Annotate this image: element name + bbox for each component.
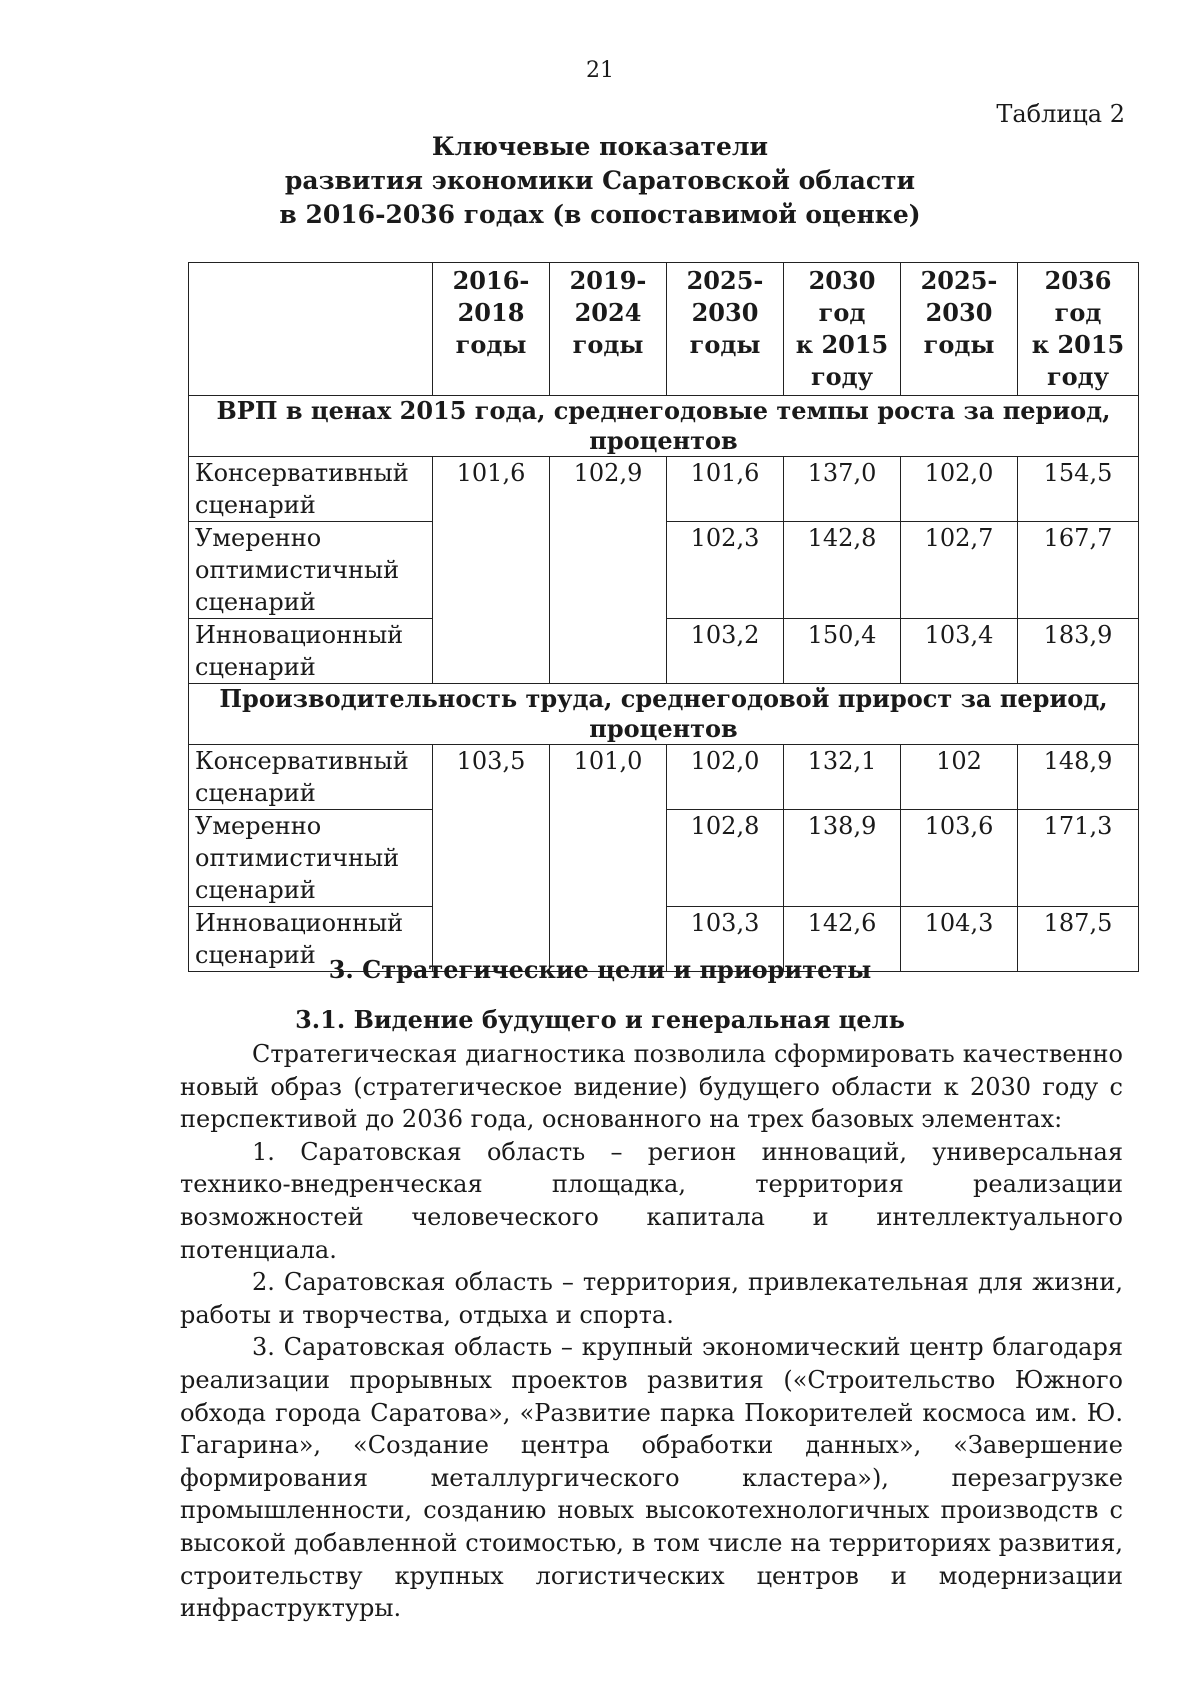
scenario-name: Консервативный сценарий <box>189 457 433 522</box>
value-cell: 154,5 <box>1018 457 1139 522</box>
value-cell: 167,7 <box>1018 522 1139 619</box>
value-cell: 171,3 <box>1018 810 1139 907</box>
table-row <box>189 745 1139 810</box>
value-cell: 102,3 <box>667 522 784 619</box>
value-cell: 137,0 <box>784 457 901 522</box>
header-cell: 2025- 2030 годы <box>901 263 1018 396</box>
value-cell: 148,9 <box>1018 745 1139 810</box>
scenario-name: Умеренно оптимистичный сценарий <box>189 810 433 907</box>
subsection-heading: 3.1. Видение будущего и генеральная цель <box>295 1005 905 1034</box>
value-cell: 142,6 <box>784 907 901 972</box>
page-number: 21 <box>586 58 614 83</box>
header-cell: 2036 год к 2015 году <box>1018 263 1139 396</box>
scenario-name: Инновационный сценарий <box>189 619 433 684</box>
value-cell: 104,3 <box>901 907 1018 972</box>
title-line: Ключевые показатели <box>431 132 769 161</box>
value-cell: 103,2 <box>667 619 784 684</box>
header-cell: 2019- 2024 годы <box>550 263 667 396</box>
scenario-name: Умеренно оптимистичный сценарий <box>189 522 433 619</box>
paragraph: Стратегическая диагностика позволила сформировать качественно новый образ (стратегическое видение) будущего области к 2030 году с перспективой до 2036 года, основанного на трех базовых элементах: <box>180 1040 1123 1134</box>
value-cell: 102,0 <box>901 457 1018 522</box>
value-cell: 132,1 <box>784 745 901 810</box>
key-indicators-table <box>188 262 1139 972</box>
section-heading: 3. Стратегические цели и приоритеты <box>328 955 872 984</box>
scenario-name: Инновационный сценарий <box>189 907 433 972</box>
value-cell: 102 <box>901 745 1018 810</box>
paragraph: 1. Саратовская область – регион инноваций, универсальная технико-внедренческая площадка, территория реализации возможностей человеческого капитала и интеллектуального потенциала. <box>180 1137 1123 1264</box>
value-cell: 103,4 <box>901 619 1018 684</box>
paragraph: 3. Саратовская область – крупный экономический центр благодаря реализации прорывных проектов развития («Строительство Южного обхода города Саратова», «Развитие парка Покорителей космоса им. Ю. Гагарина», «Создание центра обработки данных», «Завершение формирования металлургического кластера»), перезагрузке промышленности, созданию новых высокотехнологичных производств с высокой добавленной стоимостью, в том числе на территориях развития, строительству крупных логистических центров и модернизации инфраструктуры. <box>180 1333 1123 1623</box>
value-cell: 101,6 <box>667 457 784 522</box>
title-line: в 2016-2036 годах (в сопоставимой оценке) <box>279 200 921 229</box>
header-empty-cell <box>189 263 433 396</box>
value-cell: 102,9 <box>550 457 667 684</box>
table-header-row <box>189 263 1139 396</box>
value-cell: 101,6 <box>433 457 550 684</box>
header-cell: 2025- 2030 годы <box>667 263 784 396</box>
section-title: ВРП в ценах 2015 года, среднегодовые темпы роста за период, процентов <box>189 396 1139 457</box>
paragraph: 2. Саратовская область – территория, привлекательная для жизни, работы и творчества, отдыха и спорта. <box>180 1268 1123 1329</box>
value-cell: 102,0 <box>667 745 784 810</box>
table-label: Таблица 2 <box>996 100 1125 128</box>
value-cell: 103,6 <box>901 810 1018 907</box>
section-row <box>189 396 1139 457</box>
value-cell: 101,0 <box>550 745 667 972</box>
value-cell: 183,9 <box>1018 619 1139 684</box>
section-row <box>189 684 1139 745</box>
body-text <box>180 1038 1123 1625</box>
value-cell: 142,8 <box>784 522 901 619</box>
value-cell: 138,9 <box>784 810 901 907</box>
table-row <box>189 457 1139 522</box>
section-title: Производительность труда, среднегодовой прирост за период, процентов <box>189 684 1139 745</box>
value-cell: 102,8 <box>667 810 784 907</box>
header-cell: 2030 год к 2015 году <box>784 263 901 396</box>
table-title <box>0 130 1200 232</box>
header-cell: 2016- 2018 годы <box>433 263 550 396</box>
value-cell: 102,7 <box>901 522 1018 619</box>
value-cell: 187,5 <box>1018 907 1139 972</box>
title-line: развития экономики Саратовской области <box>284 166 916 195</box>
scenario-name: Консервативный сценарий <box>189 745 433 810</box>
value-cell: 150,4 <box>784 619 901 684</box>
value-cell: 103,5 <box>433 745 550 972</box>
value-cell: 103,3 <box>667 907 784 972</box>
